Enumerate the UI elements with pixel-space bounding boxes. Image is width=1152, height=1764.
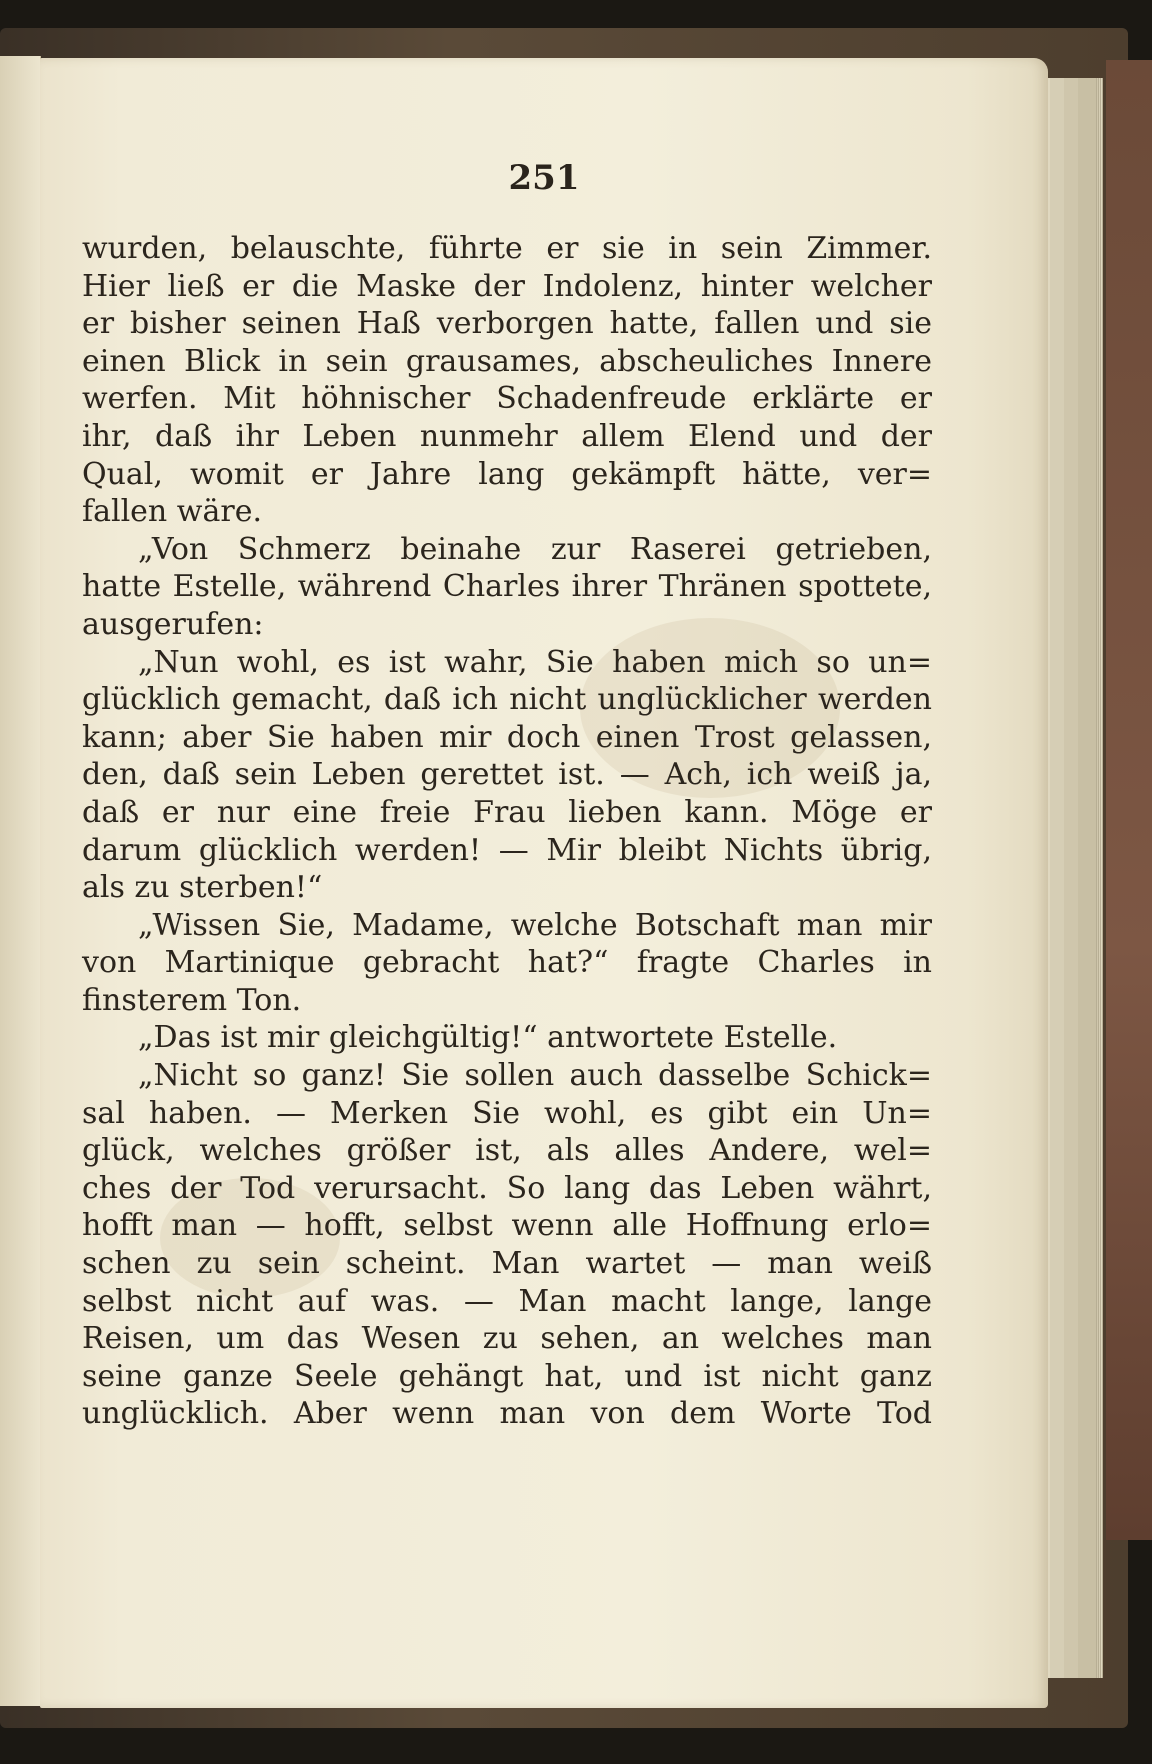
text-line: einen Blick in sein grausames, abscheuliches Innere — [82, 343, 932, 379]
text-line: finsterem Ton. — [82, 982, 302, 1018]
text-line: „Nicht so ganz! Sie sollen auch dasselbe Schick= — [138, 1058, 932, 1094]
text-line: fallen wäre. — [82, 494, 262, 530]
page-number: 251 — [508, 158, 580, 198]
text-line: werfen. Mit höhnischer Schadenfreude erklärte er — [82, 381, 932, 417]
text-line: glück, welches größer ist, als alles Andere, wel= — [82, 1133, 932, 1169]
text-line: von Martinique gebracht hat?“ fragte Charles in — [82, 945, 932, 981]
text-line: hofft man — hofft, selbst wenn alle Hoffnung erlo= — [82, 1208, 932, 1244]
page-edge — [1078, 78, 1097, 1678]
text-line: selbst nicht auf was. — Man macht lange, lange — [82, 1283, 932, 1319]
text-line: ihr, daß ihr Leben nunmehr allem Elend und der — [82, 418, 932, 454]
text-line: wurden, belauschte, führte er sie in sein Zimmer. — [82, 231, 932, 266]
text-line: schen zu sein scheint. Man wartet — man weiß — [82, 1246, 932, 1282]
text-line: seine ganze Seele gehängt hat, und ist nicht ganz — [82, 1358, 932, 1394]
text-line: „Von Schmerz beinahe zur Raserei getrieben, — [138, 531, 932, 567]
body-text — [82, 230, 932, 1433]
text-line: den, daß sein Leben gerettet ist. — Ach, ich weiß ja, — [82, 757, 932, 793]
text-line: als zu sterben!“ — [82, 870, 323, 906]
text-line: ches der Tod verursacht. So lang das Leben währt, — [82, 1170, 932, 1206]
text-line: er bisher seinen Haß verborgen hatte, fallen und sie — [82, 306, 932, 342]
cover-edge — [1106, 60, 1152, 1540]
text-line: Hier ließ er die Maske der Indolenz, hinter welcher — [82, 268, 932, 304]
text-line: hatte Estelle, während Charles ihrer Thränen spottete, — [82, 569, 932, 605]
text-line: „Das ist mir gleichgültig!“ antwortete Estelle. — [138, 1020, 838, 1056]
text-line: daß er nur eine freie Frau lieben kann. Möge er — [82, 794, 932, 830]
text-line: kann; aber Sie haben mir doch einen Trost gelassen, — [82, 719, 932, 755]
text-line: ausgerufen: — [82, 606, 264, 642]
text-line: „Nun wohl, es ist wahr, Sie haben mich so un= — [138, 644, 932, 680]
facing-page-edge — [0, 56, 41, 1706]
text-line: Qual, womit er Jahre lang gekämpft hätte, ver= — [82, 456, 932, 492]
text-line: sal haben. — Merken Sie wohl, es gibt ein Un= — [82, 1095, 932, 1131]
text-line: unglücklich. Aber wenn man von dem Worte Tod — [82, 1396, 932, 1432]
text-line: Reisen, um das Wesen zu sehen, an welches man — [82, 1321, 932, 1357]
text-line: glücklich gemacht, daß ich nicht unglücklicher werden — [82, 682, 932, 718]
text-line: „Wissen Sie, Madame, welche Botschaft man mir — [138, 907, 932, 943]
text-line: darum glücklich werden! — Mir bleibt Nichts übrig, — [82, 832, 932, 868]
book-page — [40, 58, 1048, 1708]
